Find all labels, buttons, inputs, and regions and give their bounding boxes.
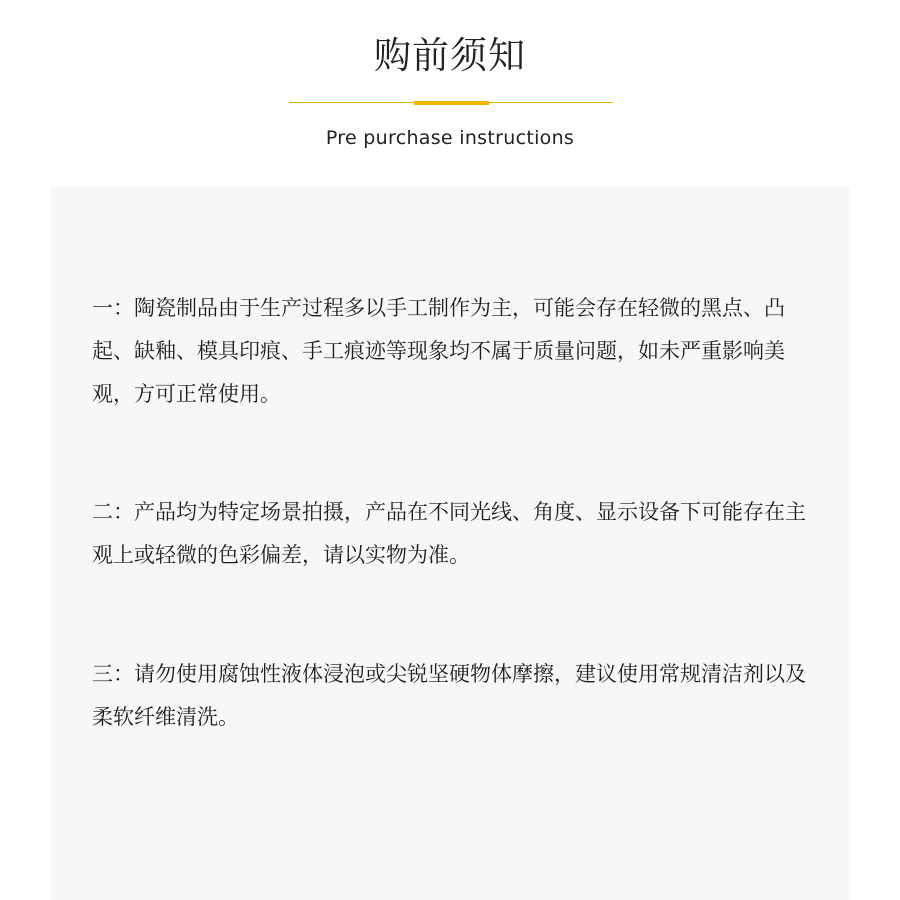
notice-item-1: 一：陶瓷制品由于生产过程多以手工制作为主，可能会存在轻微的黑点、凸起、缺釉、模具印痕、手工痕迹等现象均不属于质量问题，如未严重影响美观，方可正常使用。	[92, 296, 785, 406]
page-subtitle: Pre purchase instructions	[325, 127, 575, 149]
title-divider-accent	[414, 101, 489, 105]
page-title: 购前须知	[374, 34, 526, 77]
notice-item-2: 二：产品均为特定场景拍摄，产品在不同光线、角度、显示设备下可能存在主观上或轻微的色彩偏差，请以实物为准。	[92, 500, 806, 567]
notice-item-3: 三：请勿使用腐蚀性液体浸泡或尖锐坚硬物体摩擦，建议使用常规清洁剂以及柔软纤维清洗。	[92, 662, 806, 729]
